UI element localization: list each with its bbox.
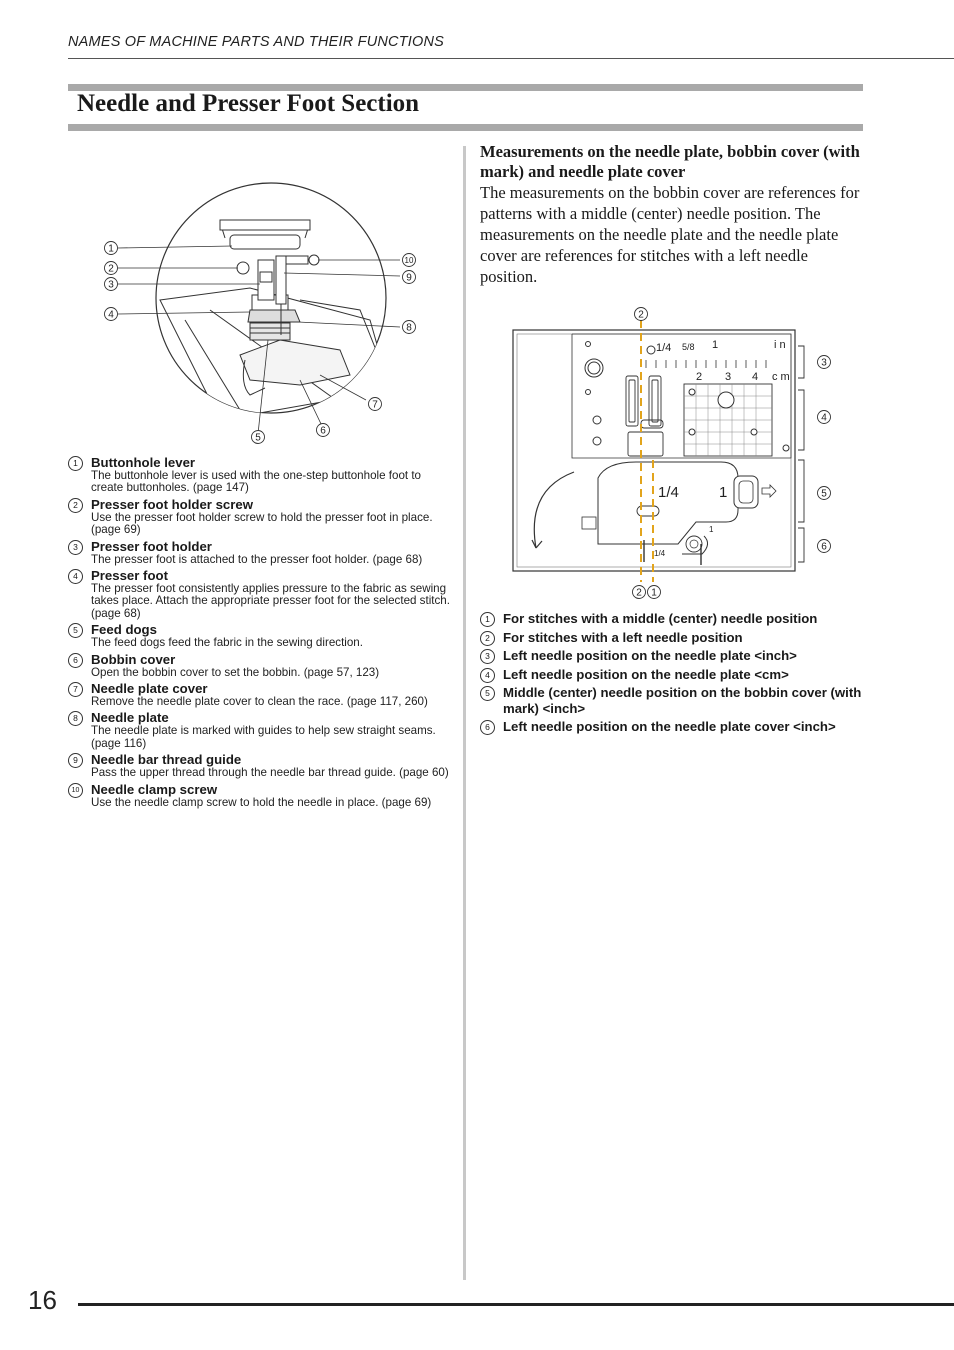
measurement-item-5	[480, 685, 865, 716]
svg-text:1: 1	[709, 525, 714, 534]
part-description: The presser foot is attached to the presser foot holder. (page 68)	[91, 552, 423, 566]
callout-2	[105, 262, 118, 275]
svg-text:3: 3	[108, 279, 114, 291]
part-name: Presser foot	[91, 568, 168, 584]
measurement-text: Left needle position on the needle plate <cm>	[503, 666, 789, 682]
part-description: The feed dogs feed the fabric in the sewing direction.	[91, 636, 363, 650]
svg-text:8: 8	[406, 322, 412, 334]
part-item-5	[68, 622, 453, 649]
plate-callout-6	[818, 540, 831, 553]
plate-callout-4	[818, 411, 831, 424]
svg-text:9: 9	[406, 272, 412, 284]
part-description: The buttonhole lever is used with the one-step buttonhole foot to create buttonholes. (page 147)	[91, 469, 421, 495]
svg-text:1: 1	[651, 587, 657, 599]
svg-text:7: 7	[372, 399, 378, 411]
plate-callout-2-top	[635, 308, 648, 321]
measurement-item-1	[480, 611, 865, 627]
callout-5	[252, 431, 265, 444]
measurement-number: 5	[480, 686, 495, 701]
footer-rule	[78, 1303, 954, 1306]
svg-text:3: 3	[725, 371, 732, 383]
plate-callout-2-bottom	[633, 586, 646, 599]
svg-text:5/8: 5/8	[682, 342, 695, 352]
part-name: Needle plate	[91, 710, 169, 726]
part-number: 4	[68, 569, 83, 584]
measurement-text: Left needle position on the needle plate cover <inch>	[503, 719, 836, 734]
measurement-text: Middle (center) needle position on the bobbin cover (with mark) <inch>	[503, 685, 862, 716]
callout-10	[403, 254, 416, 267]
part-name: Feed dogs	[91, 622, 157, 638]
svg-text:1/4: 1/4	[658, 484, 679, 501]
svg-text:i n: i n	[774, 339, 786, 351]
part-description: Open the bobbin cover to set the bobbin. (page 57, 123)	[91, 665, 380, 679]
page-title: Needle and Presser Foot Section	[77, 90, 420, 117]
part-name: Needle clamp screw	[91, 781, 218, 797]
part-number: 6	[68, 653, 83, 668]
part-number: 5	[68, 623, 83, 638]
svg-text:5: 5	[255, 432, 261, 444]
svg-text:2: 2	[638, 309, 644, 321]
measurements-list	[480, 611, 865, 738]
svg-text:4: 4	[752, 371, 759, 383]
part-number: 8	[68, 711, 83, 726]
part-description: Use the needle clamp screw to hold the needle in place. (page 69)	[91, 795, 432, 809]
svg-text:2: 2	[108, 263, 114, 275]
svg-text:10: 10	[404, 256, 414, 265]
measurement-text: For stitches with a left needle position	[503, 629, 743, 645]
part-description: The needle plate is marked with guides to help sew straight seams. (page 116)	[91, 724, 436, 750]
part-item-10	[68, 782, 453, 809]
measurement-number: 3	[480, 649, 495, 664]
part-description: Use the presser foot holder screw to hold the presser foot in place. (page 69)	[91, 510, 433, 537]
svg-text:6: 6	[821, 541, 827, 553]
plate-callout-1	[648, 586, 661, 599]
svg-text:1/4: 1/4	[656, 342, 672, 354]
measurement-item-4	[480, 667, 865, 683]
callout-7	[369, 398, 382, 411]
part-number: 7	[68, 682, 83, 697]
svg-text:5: 5	[821, 488, 827, 500]
part-name: Needle bar thread guide	[91, 752, 242, 768]
measurement-number: 4	[480, 668, 495, 683]
svg-text:2: 2	[636, 587, 642, 599]
svg-text:4: 4	[108, 309, 114, 321]
svg-text:1: 1	[719, 484, 728, 501]
header-section-text: NAMES OF MACHINE PARTS AND THEIR FUNCTIONS	[68, 34, 445, 50]
part-item-1	[68, 455, 453, 495]
callout-3	[105, 278, 118, 291]
needle-plate-diagram	[506, 300, 846, 605]
part-item-2	[68, 497, 453, 537]
svg-text:1/4: 1/4	[654, 549, 666, 558]
measurement-number: 2	[480, 631, 495, 646]
part-item-3	[68, 539, 453, 566]
column-divider	[463, 146, 466, 1280]
part-item-4	[68, 568, 453, 620]
part-name: Presser foot holder	[91, 538, 212, 554]
part-number: 2	[68, 498, 83, 513]
callout-4	[105, 308, 118, 321]
part-number: 1	[68, 456, 83, 471]
part-item-7	[68, 681, 453, 708]
svg-text:3: 3	[821, 357, 827, 369]
callout-6	[317, 424, 330, 437]
callout-9	[403, 271, 416, 284]
svg-text:6: 6	[320, 425, 326, 437]
svg-text:1: 1	[712, 339, 719, 351]
needle-presser-foot-illustration	[100, 160, 430, 450]
measurement-item-2	[480, 630, 865, 646]
measurement-number: 1	[480, 612, 495, 627]
part-name: Presser foot holder screw	[91, 496, 253, 512]
part-name: Buttonhole lever	[91, 455, 196, 470]
callout-1	[105, 242, 118, 255]
part-description: Remove the needle plate cover to clean the race. (page 117, 260)	[91, 695, 428, 709]
part-description: The presser foot consistently applies pressure to the fabric as sewing takes place. Attach the appropriate presser foot for the selected stitch. (page 68)	[91, 582, 450, 620]
part-description: Pass the upper thread through the needle bar thread guide. (page 60)	[91, 766, 449, 780]
callout-8	[403, 321, 416, 334]
part-number: 9	[68, 753, 83, 768]
svg-text:4: 4	[821, 412, 827, 424]
part-name: Bobbin cover	[91, 651, 176, 667]
svg-text:2: 2	[696, 371, 703, 383]
plate-callout-3	[818, 356, 831, 369]
page-number: 16	[28, 1285, 57, 1315]
part-item-8	[68, 710, 453, 750]
measurement-text: Left needle position on the needle plate <inch>	[503, 648, 797, 663]
svg-text:c m: c m	[772, 371, 790, 383]
parts-list	[68, 455, 453, 811]
part-number: 10	[68, 783, 83, 798]
measurement-item-3	[480, 648, 865, 664]
title-bar-bottom	[68, 124, 863, 131]
svg-text:1: 1	[108, 243, 114, 255]
plate-callout-5	[818, 487, 831, 500]
part-name: Needle plate cover	[91, 681, 208, 697]
part-item-6	[68, 652, 453, 679]
measurements-paragraph: The measurements on the bobbin cover are references for patterns with a middle (center) needle position. The measurements on the needle plate and the needle plate cover are references for stitches with a left needle position.	[480, 183, 860, 286]
measurements-heading: Measurements on the needle plate, bobbin cover (with mark) and needle plate cover	[480, 142, 860, 181]
part-number: 3	[68, 540, 83, 555]
measurement-number: 6	[480, 720, 495, 735]
measurement-text: For stitches with a middle (center) needle position	[503, 611, 818, 626]
measurement-item-6	[480, 719, 865, 735]
header-rule	[68, 58, 954, 59]
part-item-9	[68, 752, 453, 779]
